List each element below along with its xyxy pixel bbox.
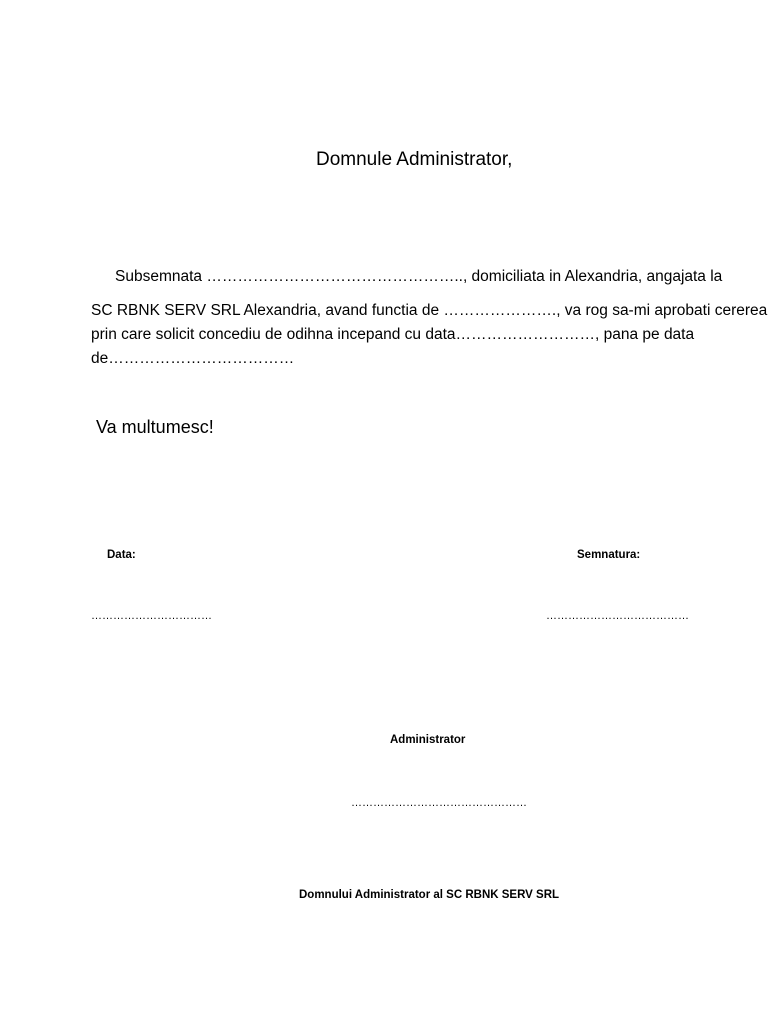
administrator-label: Administrator [390, 734, 466, 746]
paragraph-line-1: Subsemnata ………………………………………….., domiciliata in Alexandria, angajata la [115, 268, 723, 285]
paragraph-line-4: de……………………………… [91, 350, 295, 367]
salutation: Domnule Administrator, [316, 149, 513, 170]
paragraph-line-2: SC RBNK SERV SRL Alexandria, avand functia de …………………., va rog sa-mi aprobati cererea [91, 302, 768, 319]
administrator-blank-line: ………………………………………… [351, 797, 527, 809]
request-paragraph [91, 265, 768, 371]
paragraph-line-3: prin care solicit concediu de odihna incepand cu data………………………, pana pe data [91, 326, 695, 343]
signature-blank-line: ………………………………… [546, 610, 689, 622]
addressee-footer: Domnului Administrator al SC RBNK SERV SRL [299, 889, 560, 901]
date-blank-line: …………………………… [91, 610, 212, 622]
closing-thanks: Va multumesc! [96, 417, 214, 437]
date-label: Data: [107, 549, 136, 561]
signature-label: Semnatura: [577, 549, 641, 561]
